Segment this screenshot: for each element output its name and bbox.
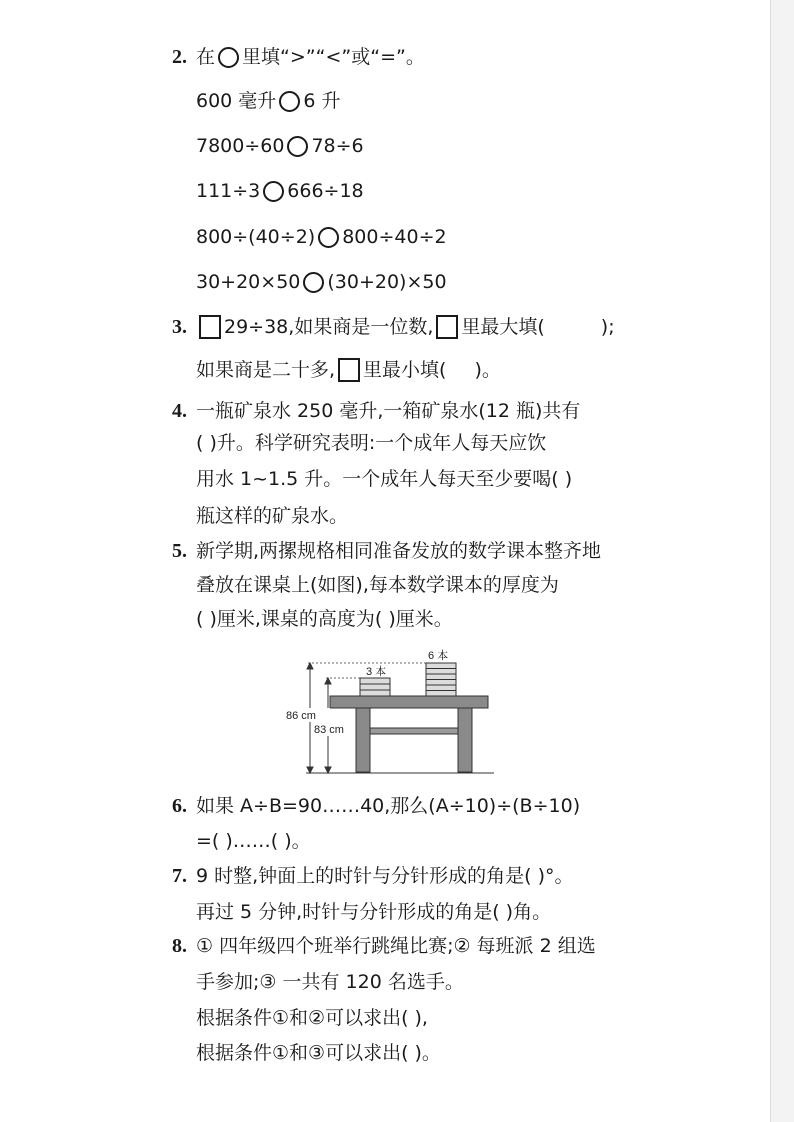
q5-text: ( )厘米,课桌的高度为( )厘米。	[196, 608, 453, 630]
q2-item-left: 30+20×50	[196, 271, 301, 293]
q2-item-right: 800÷40÷2	[342, 226, 447, 248]
page-margin-line	[770, 0, 771, 1122]
q4-number: 4.	[172, 400, 187, 422]
q3-line2-end: 里最小填(	[363, 359, 447, 381]
q2-item-right: 78÷6	[311, 135, 364, 157]
label-3-books: 3 本	[366, 666, 387, 678]
q8-text: ① 四年级四个班举行跳绳比赛;② 每班派 2 组选	[196, 935, 596, 957]
q3-line2-start: 如果商是二十多,	[196, 359, 336, 381]
q3-number: 3.	[172, 316, 187, 338]
q3-line1-close: );	[600, 316, 615, 338]
q2-item-left: 7800÷60	[196, 135, 285, 157]
book-stack-small	[360, 678, 390, 696]
q2-item-left: 600 毫升	[196, 90, 277, 112]
q2-item-1	[196, 88, 340, 114]
q2-prompt-pre: 在	[196, 46, 216, 68]
q8-text: 手参加;③ 一共有 120 名选手。	[196, 971, 464, 993]
q5-number: 5.	[172, 540, 187, 562]
compare-circle-input[interactable]	[287, 136, 308, 157]
q6-text: =( )……( )。	[196, 830, 311, 852]
q2-item-right: 666÷18	[287, 180, 364, 202]
desk-top	[330, 696, 488, 708]
q7-text: 9 时整,钟面上的时针与分针形成的角是( )°。	[196, 865, 574, 887]
book-stack-large	[426, 663, 456, 696]
q2-number: 2.	[172, 46, 187, 68]
desk-figure	[286, 646, 506, 778]
q3-line-2	[196, 357, 501, 383]
q3-line1-end: 里最大填(	[461, 316, 545, 338]
q8-text: 根据条件①和②可以求出( ),	[196, 1007, 428, 1029]
q4-text: ( )升。科学研究表明:一个成年人每天应饮	[196, 432, 547, 454]
compare-circle-input[interactable]	[318, 227, 339, 248]
digit-box-input[interactable]	[199, 315, 221, 339]
desk-leg-left	[356, 708, 370, 772]
q4-text: 用水 1~1.5 升。一个成年人每天至少要喝( )	[196, 468, 573, 490]
label-6-books: 6 本	[428, 650, 449, 662]
q7-number: 7.	[172, 865, 187, 887]
q2-item-left: 111÷3	[196, 180, 261, 202]
q2-item-left: 800÷(40÷2)	[196, 226, 316, 248]
desk-leg-right	[458, 708, 472, 772]
q7-text: 再过 5 分钟,时针与分针形成的角是( )角。	[196, 901, 552, 923]
q5-text: 新学期,两摞规格相同准备发放的数学课本整齐地	[196, 540, 602, 562]
q3-line2-close: )。	[474, 359, 501, 381]
q3-line1-mid: 29÷38,如果商是一位数,	[224, 316, 434, 338]
compare-circle-input[interactable]	[303, 272, 324, 293]
q8-text: 根据条件①和③可以求出( )。	[196, 1042, 441, 1064]
q2-item-right: 6 升	[303, 90, 341, 112]
q4-text: 瓶这样的矿泉水。	[196, 505, 349, 527]
q2-item-5	[196, 269, 447, 295]
compare-circle	[218, 47, 239, 68]
q2-item-3	[196, 178, 364, 204]
compare-circle-input[interactable]	[279, 91, 300, 112]
q5-text: 叠放在课桌上(如图),每本数学课本的厚度为	[196, 574, 559, 596]
q6-number: 6.	[172, 795, 187, 817]
label-86cm: 86 cm	[286, 710, 316, 722]
q6-text: 如果 A÷B=90……40,那么(A÷10)÷(B÷10)	[196, 795, 581, 817]
q2-item-4	[196, 224, 447, 250]
q8-number: 8.	[172, 935, 187, 957]
q2-item-right: (30+20)×50	[327, 271, 447, 293]
compare-circle-input[interactable]	[263, 181, 284, 202]
page-margin-shade	[770, 0, 794, 1122]
q2-item-2	[196, 133, 364, 159]
desk-crossbar	[370, 728, 458, 734]
digit-box-ref	[436, 315, 458, 339]
digit-box-ref	[338, 358, 360, 382]
q2-prompt-post: 里填“>”“<”或“=”。	[242, 46, 425, 68]
label-83cm: 83 cm	[314, 724, 344, 736]
q4-text: 一瓶矿泉水 250 毫升,一箱矿泉水(12 瓶)共有	[196, 400, 581, 422]
